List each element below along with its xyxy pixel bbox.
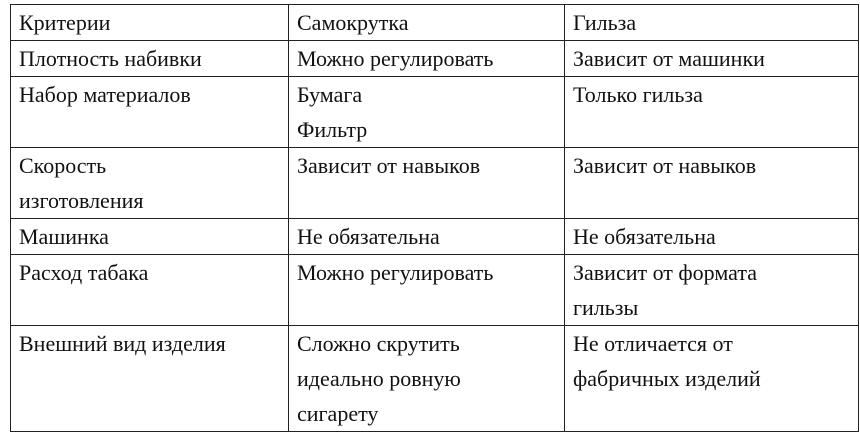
header-cell-tube — [565, 5, 859, 41]
criterion-cell — [11, 77, 289, 148]
cell-text: Зависит от навыков — [297, 153, 481, 178]
roll-cell — [289, 77, 565, 148]
cell-text: Не обязательна — [573, 224, 716, 249]
roll-cell — [289, 326, 565, 432]
cell-text: Сложно скрутить — [297, 331, 460, 356]
cell-text: изготовления — [19, 188, 144, 213]
cell-text: Зависит от навыков — [573, 153, 757, 178]
cell-text: Фильтр — [297, 117, 368, 142]
tube-cell — [565, 41, 859, 77]
table-row — [11, 219, 859, 255]
table-row — [11, 77, 859, 148]
tube-cell — [565, 77, 859, 148]
header-cell-criteria — [11, 5, 289, 41]
cell-text: Только гильза — [573, 82, 703, 107]
cell-text: Не отличается от — [573, 331, 733, 356]
header-label: Гильза — [573, 10, 637, 35]
table-row — [11, 326, 859, 432]
table-header-row — [11, 5, 859, 41]
cell-text: гильзы — [573, 295, 639, 320]
roll-cell — [289, 41, 565, 77]
table-row — [11, 148, 859, 219]
cell-text: Набор материалов — [19, 82, 191, 107]
comparison-table-container — [10, 4, 859, 432]
cell-text: Не обязательна — [297, 224, 440, 249]
cell-text: идеально ровную — [297, 366, 461, 391]
criterion-cell — [11, 148, 289, 219]
tube-cell — [565, 326, 859, 432]
cell-text: Машинка — [19, 224, 109, 249]
cell-text: Зависит от машинки — [573, 46, 765, 71]
table-row — [11, 41, 859, 77]
criterion-cell — [11, 219, 289, 255]
header-cell-roll-your-own — [289, 5, 565, 41]
comparison-table — [10, 4, 859, 432]
roll-cell — [289, 219, 565, 255]
roll-cell — [289, 255, 565, 326]
cell-text: Можно регулировать — [297, 260, 494, 285]
cell-text: Плотность набивки — [19, 46, 202, 71]
cell-text: Бумага — [297, 82, 363, 107]
header-label: Критерии — [19, 10, 111, 35]
criterion-cell — [11, 255, 289, 326]
cell-text: Скорость — [19, 153, 107, 178]
tube-cell — [565, 219, 859, 255]
tube-cell — [565, 148, 859, 219]
criterion-cell — [11, 41, 289, 77]
tube-cell — [565, 255, 859, 326]
cell-text: Зависит от формата — [573, 260, 757, 285]
header-label: Самокрутка — [297, 10, 409, 35]
table-row — [11, 255, 859, 326]
criterion-cell — [11, 326, 289, 432]
cell-text: Можно регулировать — [297, 46, 494, 71]
cell-text: фабричных изделий — [573, 366, 761, 391]
cell-text: Внешний вид изделия — [19, 331, 226, 356]
cell-text: сигарету — [297, 401, 379, 426]
cell-text: Расход табака — [19, 260, 149, 285]
roll-cell — [289, 148, 565, 219]
